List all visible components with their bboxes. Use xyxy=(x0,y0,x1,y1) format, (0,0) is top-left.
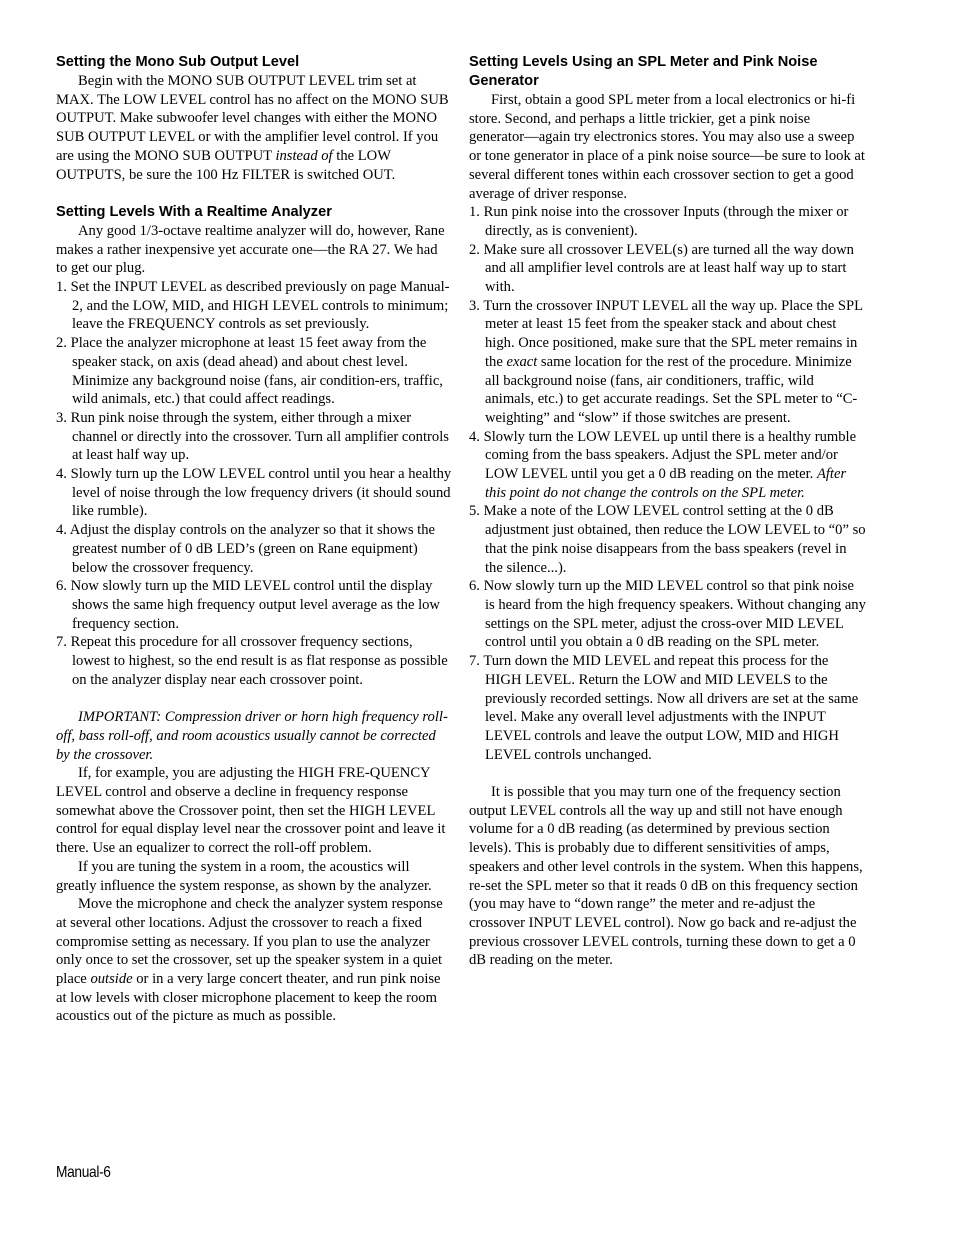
mono-sub-heading: Setting the Mono Sub Output Level xyxy=(56,54,300,70)
page-number: Manual-6 xyxy=(56,1164,111,1181)
spl-step: 6. Now slowly turn up the MID LEVEL control so that pink noise is heard from the high frequency speakers. Without changing any settings on the SPL meter, adjust the cross-over MID LEVEL control until you obtain a 0 dB reading on the SPL meter. xyxy=(469,578,866,651)
right-column xyxy=(469,53,866,970)
left-column xyxy=(56,53,452,1026)
spl-step: 7. Turn down the MID LEVEL and repeat this process for the HIGH LEVEL. Return the LOW and MID LEVELS to the previously recorded settings. Now all drivers are set at the same level. Make any overall level adjustments with the INPUT LEVEL controls and leave the output LOW, MID and HIGH LEVEL controls unchanged. xyxy=(469,653,859,763)
spl-closing-paragraph: It is possible that you may turn one of the frequency section output LEVEL controls all the way up and still not have enough volume for a 0 dB reading (as determined by previous section levels). This is probably due to different sensitivities of amps, speakers and other level controls in the system. When this happens, re-set the SPL meter so that it reads 0 dB on this frequency section (you may have to “down range” the meter and re-adjust the crossover INPUT LEVEL control). Now go back and re-adjust the previous crossover LEVEL controls, turning these down to get a 0 dB reading on the meter. xyxy=(469,784,863,969)
spl-step: 2. Make sure all crossover LEVEL(s) are turned all the way down and all amplifier level controls are at least half way up to start with. xyxy=(469,241,854,296)
rta-step: 4. Slowly turn up the LOW LEVEL control until you hear a healthy level of noise through the low frequency drivers (it should sound like rumble). xyxy=(56,466,452,520)
important-note: IMPORTANT: Compression driver or horn high frequency roll-off, bass roll-off, and room acoustics usually cannot be corrected by the crossover. xyxy=(56,709,448,763)
example-paragraph: If, for example, you are adjusting the HIGH FRE-QUENCY LEVEL control and observe a decline in frequency response somewhat above the Crossover point, then set the HIGH LEVEL control for equal display level near the crossover point and leave it there. Use an equalizer to correct the roll-off problem. xyxy=(56,765,446,857)
spl-step: 4. Slowly turn the LOW LEVEL up until there is a healthy rumble coming from the bass speakers. Adjust the SPL meter and/or LOW LEVEL until you get a 0 dB reading on the meter. After this point do not change the controls on the SPL meter. xyxy=(469,428,857,501)
rta-step: 1. Set the INPUT LEVEL as described previously on page Manual-2, and the LOW, MID, and HIGH LEVEL controls to minimum; leave the FREQUENCY controls as set previously. xyxy=(56,279,450,333)
spl-intro: First, obtain a good SPL meter from a local electronics or hi-fi store. Second, and perhaps a little trickier, get a pink noise generator—again try electronics stores. You may also use a sweep or tone generator in place of a pink noise source—be sure to look at several different tones within each crossover section to get a good average of driver response. xyxy=(469,92,865,202)
mono-sub-paragraph: Begin with the MONO SUB OUTPUT LEVEL trim set at MAX. The LOW LEVEL control has no affect on the MONO SUB OUTPUT. Make subwoofer level changes with either the MONO SUB OUTPUT LEVEL or with the amplifier level control. If you are using the MONO SUB OUTPUT instead of the LOW OUTPUTS, be sure the 100 Hz FILTER is switched OUT. xyxy=(56,73,449,183)
rta-step: 6. Now slowly turn up the MID LEVEL control until the display shows the same high frequency output level average as the low frequency section. xyxy=(56,578,440,632)
rta-step: 4. Adjust the display controls on the analyzer so that it shows the greatest number of 0 dB LED’s (green on Rane equipment) below the crossover frequency. xyxy=(56,522,435,576)
room-paragraph: If you are tuning the system in a room, the acoustics will greatly influence the system response, as shown by the analyzer. xyxy=(56,858,432,894)
spl-heading: Setting Levels Using an SPL Meter and Pink Noise Generator xyxy=(469,54,818,89)
spl-step: 1. Run pink noise into the crossover Inputs (through the mixer or directly, as is convenient). xyxy=(469,204,849,239)
rta-step: 7. Repeat this procedure for all crossover frequency sections, lowest to highest, so the end result is as flat response as possible on the analyzer display near each crossover point. xyxy=(56,634,448,688)
spl-step: 3. Turn the crossover INPUT LEVEL all the way up. Place the SPL meter at least 15 feet from the speaker stack and about chest high. Once positioned, make sure that the SPL meter remains in the exact same location for the rest of the procedure. Minimize all background noise (fans, air conditioners, traffic, wild animals, etc.) to get accurate readings. Set the SPL meter to “C-weighting” and “slow” if those switches are present. xyxy=(469,297,863,426)
spl-step: 5. Make a note of the LOW LEVEL control setting at the 0 dB adjustment just obtained, then reduce the LOW LEVEL to “0” so that the pink noise disappears from the bass speakers (revel in the silence...). xyxy=(469,503,866,576)
rta-step: 3. Run pink noise through the system, either through a mixer channel or directly into the crossover. Turn all amplifier controls at least half way up. xyxy=(56,409,449,464)
rta-heading: Setting Levels With a Realtime Analyzer xyxy=(56,203,332,220)
rta-intro: Any good 1/3-octave realtime analyzer will do, however, Rane makes a rather inexpensive yet accurate one—the RA 27. We had to get our plug. xyxy=(56,222,445,277)
move-paragraph: Move the microphone and check the analyzer system response at several other locations. Adjust the crossover to reach a fixed compromise setting as necessary. If you plan to use the analyzer only once to set the crossover, set up the speaker system in a quiet place outside or in a very large concert theater, and run pink noise at low levels with closer microphone placement to keep the room acoustics out of the picture as much as possible. xyxy=(56,896,443,1025)
rta-step: 2. Place the analyzer microphone at least 15 feet away from the speaker stack, on axis (dead ahead) and about chest level. Minimize any background noise (fans, air condition-ers, traffic, wild animals, etc.) that could affect readings. xyxy=(56,335,443,408)
